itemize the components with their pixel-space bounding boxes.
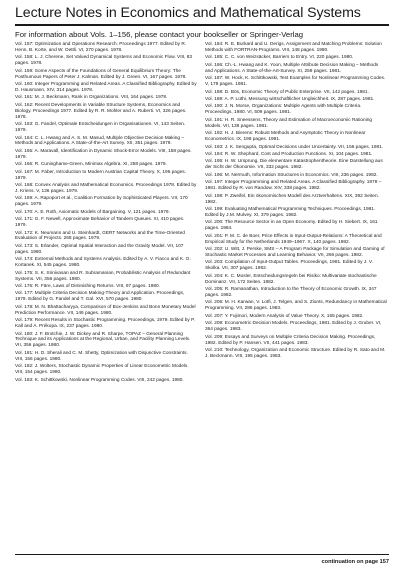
volume-entry: Vol. 182: J. Wolters, Stochastic Dynamic Properties of Linear Econometric Models. VIII, 154 pages. 1980. (15, 364, 189, 376)
volume-entry: Vol. 162: Recent Developments in Variable Structure Systems, Economics and Biology. Proceedings 1977. Edited by R. R. Mohler and A. Ruberti. VI, 326 pages. 1978. (15, 102, 187, 120)
footer-rule (15, 554, 389, 555)
volume-entry: Vol. 209: Essays and Surveys on Multiple Criteria Decision Making. Proceedings, 1982. Edited by P. Hansen. VII, 441 pages. 1983. (205, 334, 376, 346)
volume-entry: Vol. 185: C. C. von Weizsäcker, Barriers to Entry. VI, 220 pages. 1980. (205, 55, 354, 61)
volume-entry: Vol. 202: U. Witt, J. Perske, SMS – A Program Package for Simulation and Gaming of Stochastic Market Processes and Learning Behavior. VII, 266 pages. 1982. (205, 247, 385, 258)
volume-entry: Vol. 188: D. Bös, Economic Theory of Public Enterprise. VII, 142 pages. 1981. (205, 89, 369, 95)
volume-entry: Vol. 170: A. E. Roth, Axiomatic Models of Bargaining. V, 121 pages. 1979. (15, 209, 170, 215)
volume-entry: Vol. 196: M. Nermuth, Information Structures in Economics. VIII, 236 pages. 1982. (205, 172, 378, 178)
volume-entry: Vol. 180: J. F. Brotchie, J. W. Dickey and R. Sharpe, TOPAZ – General Planning Technique and its Applications at the Regional, Urban, and Facility Planning Levels. VII, 356 pages. 1980. (15, 331, 191, 349)
volume-entry: Vol. 171: G. F. Newell, Approximate Behavior of Tandem Queues. XI, 410 pages. 1979. (15, 217, 185, 229)
volume-entry: Vol. 210: Technology, Organization and Economic Structure. Edited by R. Sato and M. J. Beckmann. VIII, 195 pages. 1983. (205, 348, 386, 359)
volume-entry: Vol. 168: Convex Analysis and Mathematical Economics. Proceedings 1978. Edited by J. Kriens. V, 136 pages. 1979. (15, 183, 197, 194)
volume-entry: Vol. 166: R. Cuninghame-Green, Minimax Algebra. XI, 258 pages. 1979. (15, 162, 167, 168)
volume-entry: Vol. 158: L. J. Cherene, Set Valued Dynamical Systems and Economic Flow. VIII, 83 pages. 1978. (15, 55, 193, 67)
left-column (15, 42, 197, 385)
volume-entry: Vol. 206: M. H. Karwan, V. Lotfi, J. Telgen, and S. Zionts, Redundancy in Mathematical Programming. VII, 286 pages. 1983. (205, 300, 387, 312)
volume-entry: Vol. 178: M. N. Bhattacharyya, Comparison of Box-Jenkins and Bonn Monetary Model Prediction Performance. VII, 146 pages. 1980. (15, 304, 196, 316)
volume-entry: Vol. 173: S. Erlander, Optimal Spatial Interaction and the Gravity Model. VII, 107 pages. 1980. (15, 243, 184, 255)
volume-entry: Vol. 167: M. Faber, Introduction to Modern Austrian Capital Theory. X, 196 pages. 1979. (15, 169, 186, 181)
volume-entry: Vol. 174: Extremal Methods and Systems Analysis. Edited by A. V. Fiacco and K. O. Kortanek. XI, 545 pages. 1980. (15, 257, 191, 269)
page-title: Lecture Notes in Economics and Mathematical Systems (15, 5, 361, 21)
volume-entry: Vol. 201: P. M. C. de Boer, Price Effects in Input-Output-Relations: A Theoretical and Empirical Study for the Netherlands 1949–1967. X, 140 pages. 1982. (205, 233, 382, 245)
volume-entry: Vol. 194: R. W. Shephard, Cost and Production Functions. XI, 104 pages. 1981. (205, 151, 373, 157)
volume-entry: Vol. 163: G. Fandel, Optimale Entscheidungen in Organisationen. VI, 143 Seiten. 1979. (15, 122, 186, 134)
volume-entry: Vol. 198: P. Zweifel, Ein ökonomisches Modell des Arztverhaltens. XIX, 392 Seiten. 1982. (205, 193, 379, 205)
right-column (205, 42, 387, 361)
volume-entry: Vol. 191: H. R. Sneessens, Theory and Estimation of Macroeconomic Rationing Models. VII, 138 pages. 1981. (205, 117, 373, 129)
volume-entry: Vol. 164: C. L. Hwang and A. S. M. Masud, Multiple Objective Decision Making – Methods and Applications. A State-of-the-Art Survey. XII, 351 pages. 1979. (15, 135, 184, 147)
volume-entry: Vol. 176: R. Färe, Laws of Diminishing Returns. VIII, 97 pages. 1980. (15, 284, 160, 290)
volume-entry: Vol. 159: Some Aspects of the Foundations of General Equilibrium Theory: The Posthumous Papers of Peter J. Kalman. Edited by J. Green. VI, 167 pages. 1978. (15, 68, 187, 80)
volume-entry: Vol. 204: K. C. Mosler, Entscheidungsregeln bei Risiko: Multivariate stochastische Dominanz. VII, 172 Seiten. 1982. (205, 273, 377, 285)
volume-entry: Vol. 207: Y. Fujimori, Modern Analysis of Value Theory. X, 165 pages. 1982. (205, 313, 364, 319)
volume-entry: Vol. 175: S. K. Srinivasan and R. Subramanian, Probabilistic Analysis of Redundant Systems. VII, 356 pages. 1980. (15, 270, 191, 282)
volume-entry: Vol. 183: K. Schittkowski, Nonlinear Programming Codes. VIII, 242 pages. 1980. (15, 377, 184, 383)
volume-entry: Vol. 181: H. D. Sherali and C. M. Shetty, Optimization with Disjunctive Constraints. VIII, 156 pages. 1980. (15, 350, 188, 362)
volume-entry: Vol. 199: Evaluating Mathematical Programming Techniques. Proceedings, 1981. Edited by J.M. Mulvey. XI, 379 pages. 1982. (205, 206, 376, 218)
volume-entry: Vol. 203: Compilation of Input-Output Tables. Proceedings, 1981. Edited by J. V. Skolka. VII, 307 pages. 1982. (205, 260, 373, 272)
volume-entry: Vol. 177: Multiple Criteria Decision Making-Theory and Application. Proceedings, 1979. Edited by G. Fandel and T. Gal. XVI, 570 pages. 1980. (15, 291, 185, 303)
volume-entry: Vol. 169: A. Rapoport et al., Coalition Formation by Sophisticated Players. VII, 170 pages. 1979. (15, 196, 188, 208)
volume-entry: Vol. 195: H. W. Ursprung, Die elementare Katastrophentheorie. Eine Darstellung aus der Sicht der Ökonomie. VII, 332 pages. 1982. (205, 159, 383, 171)
volume-entry: Vol. 157: Optimization and Operations Research. Proceedings 1977. Edited by R. Henn, B. Korte, and W. Oettli. VI, 270 pages. 1978. (15, 42, 187, 53)
volume-entry: Vol. 189: A. P. Lüthi, Messung wirtschaftlicher Ungleichheit. IX, 287 pages. 1981. (205, 96, 375, 102)
volume-entry: Vol. 190: J. N. Morse, Organizations: Multiple Agents with Multiple Criteria. Proceedings, 1980. VI, 509 pages. 1981. (205, 104, 362, 116)
volume-entry: Vol. 160: Integer Programming and Related Areas. A Classified Bibliography. Edited by D. Hausmann. XIV, 314 pages. 1978. (15, 82, 197, 93)
volume-entry: Vol. 187: W. Hock, K. Schittkowski, Test Examples for Nonlinear Programming Codes. V, 178 pages. 1981. (205, 76, 386, 88)
volume-entry: Vol. 165: A. Maravall, Identification in Dynamic Shock-Error Models. VIII, 158 pages. 1979. (15, 148, 192, 160)
volume-entry: Vol. 172: K. Neumann and U. Steinhardt, GERT Networks and the Time-Oriented Evaluation of Projects. 268 pages. 1979. (15, 230, 185, 242)
volume-entry: Vol. 161: M. J. Beckmann, Rank in Organizations. VIII, 164 pages. 1978. (15, 95, 168, 101)
volume-entry: Vol. 186: Ch.-L. Hwang and K. Yoon, Multiple Attribute Decision Making – Methods and Applications. A State-of-the-Art-Survey. XI, 259 pages. 1981. (205, 62, 379, 74)
volume-entry: Vol. 197: Integer Programming and Related Areas. A Classified Bibliography. 1978 – 1981. Edited by R. von Randow. XIV, 338 pages. 1982. (205, 180, 382, 192)
volume-entry: Vol. 200: The Resource Sector in an Open Economy. Edited by H. Siebert. IX, 161 pages. 1984. (205, 220, 378, 232)
contact-notice: For information about Vols. 1–156, please contact your bookseller or Springer-Verlag (15, 30, 304, 39)
volume-entry: Vol. 205: R. Ramanathan, Introduction to the Theory of Economic Growth. IX, 347 pages. 1982. (205, 287, 377, 299)
volume-entry: Vol. 192: H. J. Bierens: Robust Methods and Asymptotic Theory in Nonlinear Econometrics. IX, 198 pages. 1981. (205, 131, 366, 143)
title-rule (15, 24, 389, 26)
volume-entry: Vol. 193: J. K. Sengupta, Optimal Decisions under Uncertainty. VII, 156 pages. 1981. (205, 144, 384, 150)
continuation-note: continuation on page 157 (321, 559, 389, 565)
volume-entry: Vol. 184: R. E. Burkard and U. Derigs, Assignment and Matching Problems: Solution Methods with FORTRAN-Programs. VIII, 148 pages. 1980. (205, 42, 382, 53)
volume-entry: Vol. 179: Recent Results in Stochastic Programming. Proceedings, 1979. Edited by P. Kall and A. Prékopa. IX, 237 pages. 1980. (15, 318, 195, 330)
volume-entry: Vol. 208: Econometric Decision Models. Proceedings, 1981. Edited by J. Gruber. VI, 364 pages. 1983. (205, 321, 382, 333)
